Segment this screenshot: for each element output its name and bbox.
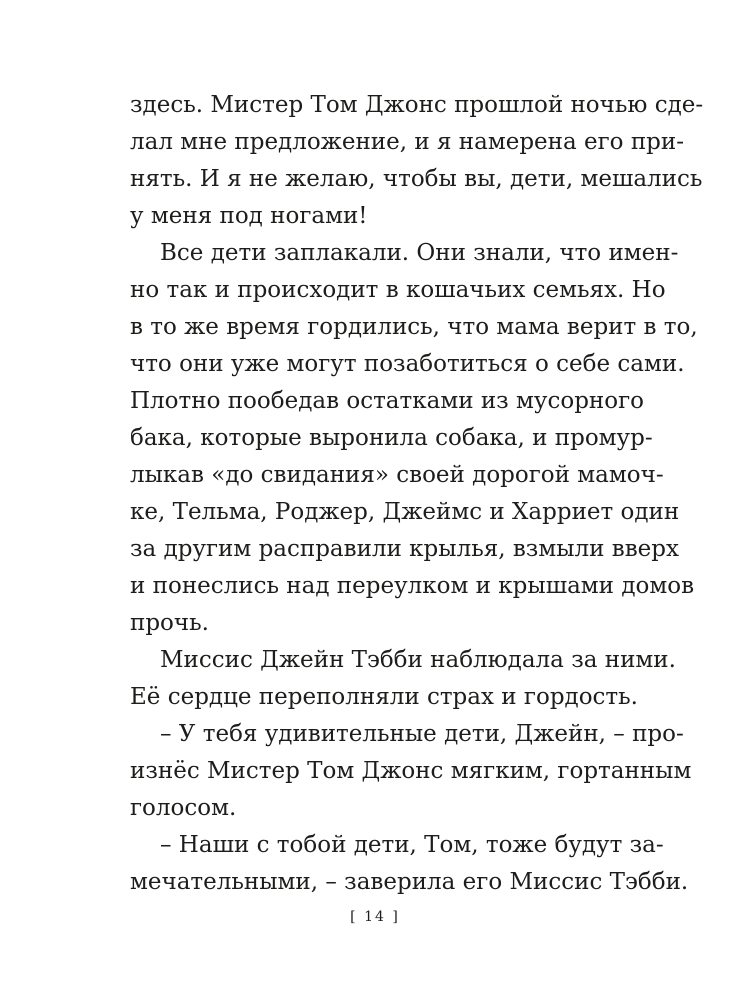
- text-line: ке, Тельма, Роджер, Джеймс и Харриет один: [130, 499, 680, 525]
- text-line: в то же время гордились, что мама верит в то,: [130, 314, 698, 340]
- text-line: у меня под ногами!: [130, 203, 368, 229]
- text-line: здесь. Мистер Том Джонс прошлой ночью сде-: [130, 92, 704, 118]
- text-line: Её сердце переполняли страх и гордость.: [130, 684, 638, 710]
- text-line: бака, которые выронила собака, и промур-: [130, 425, 653, 451]
- text-line: за другим расправили крылья, взмыли вверх: [130, 536, 679, 562]
- text-line: мечательными, – заверила его Миссис Тэбби.: [130, 869, 689, 895]
- page-number: [ 14 ]: [350, 909, 400, 925]
- text-line: что они уже могут позаботиться о себе сами.: [130, 351, 685, 377]
- text-line: и понеслись над переулком и крышами домов: [130, 573, 695, 599]
- text-line: голосом.: [130, 795, 237, 821]
- text-line: изнёс Мистер Том Джонс мягким, гортанным: [130, 758, 692, 784]
- text-line: Плотно пообедав остатками из мусорного: [130, 388, 644, 414]
- text-line: лыкав «до свидания» своей дорогой мамоч-: [130, 462, 664, 488]
- text-line: нять. И я не желаю, чтобы вы, дети, мешались: [130, 166, 703, 192]
- text-line: – У тебя удивительные дети, Джейн, – про-: [160, 721, 684, 747]
- text-line: прочь.: [130, 610, 209, 636]
- text-line: Все дети заплакали. Они знали, что имен-: [160, 240, 679, 266]
- text-line: лал мне предложение, и я намерена его при-: [130, 129, 684, 155]
- text-line: но так и происходит в кошачьих семьях. Но: [130, 277, 666, 303]
- text-line: Миссис Джейн Тэбби наблюдала за ними.: [160, 647, 676, 673]
- text-line: – Наши с тобой дети, Том, тоже будут за-: [160, 832, 664, 858]
